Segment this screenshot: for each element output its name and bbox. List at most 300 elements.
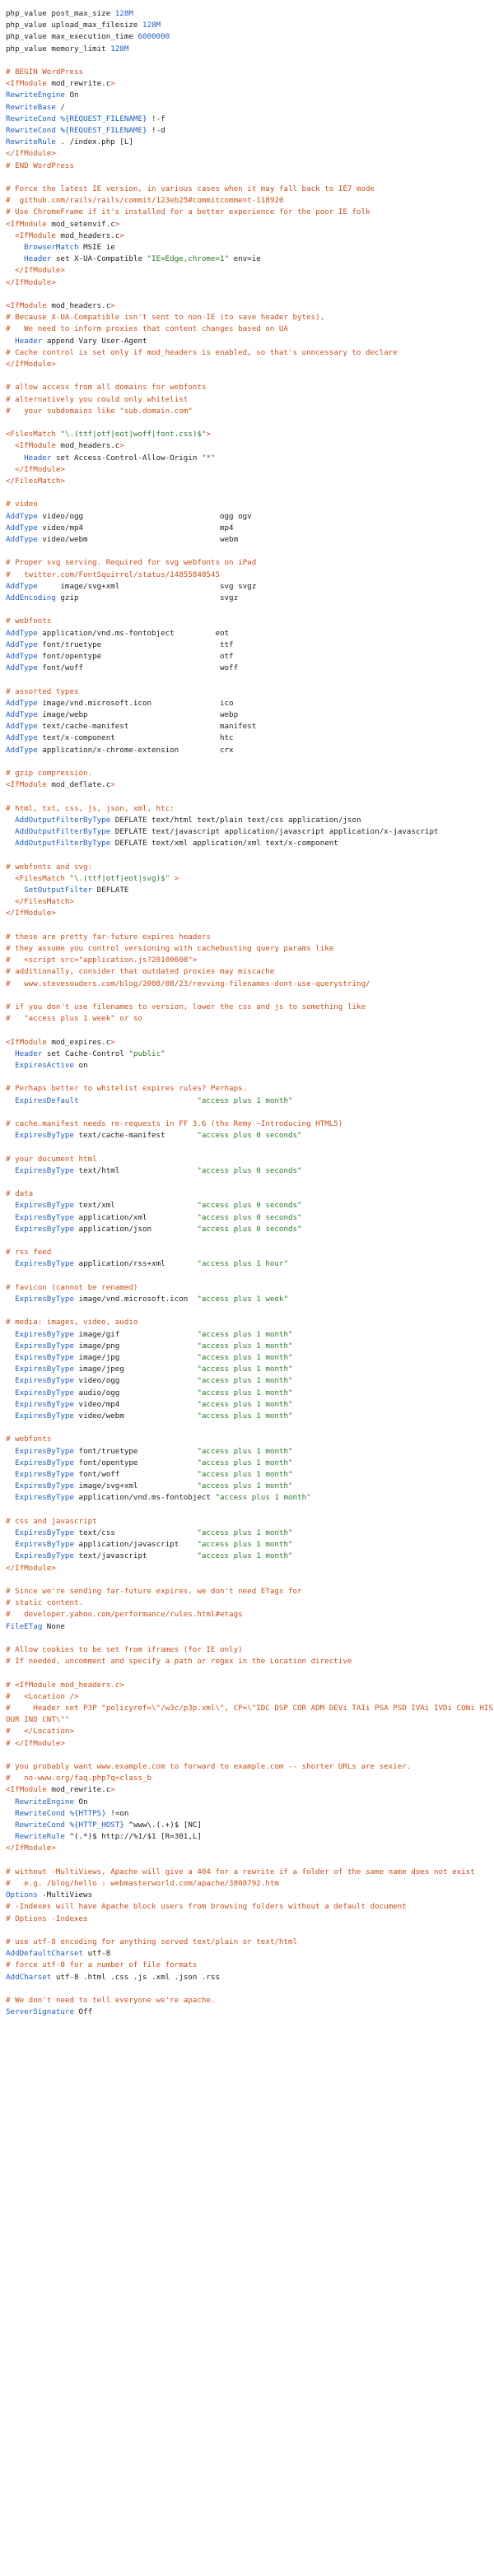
code-token-keyword: AddType xyxy=(6,710,38,720)
code-line xyxy=(6,732,494,744)
code-token-plain: image/gif xyxy=(74,1329,198,1339)
code-line xyxy=(6,1831,494,1843)
code-token-keyword: Header xyxy=(15,336,43,346)
code-token-plain: audio/ogg xyxy=(74,1388,198,1397)
code-line xyxy=(6,1691,494,1703)
code-token-plain: !=on xyxy=(105,1808,129,1818)
code-token-comment: # alternatively you could only whitelist xyxy=(6,394,189,404)
code-token-plain: mod_rewrite.c xyxy=(46,1785,111,1795)
code-line xyxy=(6,1901,494,1913)
code-token-comment: # cache.manifest needs re-requests in FF 3.6 (thx Remy ~Introducing HTML5) xyxy=(6,1119,343,1129)
code-token-keyword: AddType xyxy=(6,652,38,662)
code-line xyxy=(6,628,494,639)
code-token-keyword: AddType xyxy=(6,733,38,743)
code-line xyxy=(6,253,494,265)
code-token-plain: mod_setenvif.c xyxy=(46,219,115,229)
code-line xyxy=(6,966,494,978)
code-line xyxy=(6,31,494,43)
code-token-plain: text/cache-manifest xyxy=(74,1131,198,1141)
code-token-comment: # css and javascript xyxy=(6,1516,97,1526)
code-token-plain: ^(.*)$ http://%1/$1 [R=301,L] xyxy=(64,1832,202,1842)
code-line xyxy=(6,1388,494,1399)
code-line xyxy=(6,1458,494,1469)
code-line xyxy=(6,1925,494,1937)
code-token-plain: mod_deflate.c xyxy=(46,780,111,790)
code-token-comment: # webfonts and svg: xyxy=(6,862,93,872)
code-token-plain: text/cache-manifest manifest xyxy=(37,722,257,732)
code-line xyxy=(6,102,494,114)
code-token-keyword: ExpiresByType xyxy=(15,1470,74,1480)
code-token-plain: text/x-component htc xyxy=(37,733,234,743)
code-line xyxy=(6,826,494,838)
code-token-comment: # these are pretty far-future expires headers xyxy=(6,932,211,942)
code-line xyxy=(6,8,494,20)
code-token-comment: # rss feed xyxy=(6,1248,52,1258)
code-token-plain xyxy=(6,453,24,463)
code-token-tag: </IfModule> xyxy=(6,360,56,370)
code-token-plain: Off xyxy=(73,2007,93,2017)
code-token-plain: application/javascript xyxy=(74,1540,198,1550)
code-line xyxy=(6,511,494,523)
code-token-plain xyxy=(6,1809,15,1818)
code-token-comment: # media: images, video, audio xyxy=(6,1318,138,1328)
code-token-string: "IE=Edge,chrome=1" xyxy=(147,254,230,264)
code-token-comment: # If needed, uncomment and specify a path or regex in the Location directive xyxy=(6,1657,352,1667)
code-token-comment: # they assume you control versioning with cachebusting query params like xyxy=(6,944,334,954)
code-line xyxy=(6,1271,494,1282)
code-token-string: "\.(ttf|otf|eot|svg)$" xyxy=(69,873,170,883)
code-token-keyword: ExpiresByType xyxy=(15,1376,74,1386)
code-token-plain: utf-8 .html .css .js .xml .json .rss xyxy=(51,1972,220,1982)
code-token-comment: # twitter.com/FontSquirrel/status/14855840545 xyxy=(6,570,220,579)
code-line xyxy=(6,815,494,826)
code-token-string: "access plus 1 month" xyxy=(197,1411,293,1421)
code-line xyxy=(6,1375,494,1387)
code-token-tag: > xyxy=(110,780,115,790)
code-token-string: "access plus 0 seconds" xyxy=(197,1131,302,1141)
code-token-plain xyxy=(6,1528,15,1537)
code-token-plain: utf-8 xyxy=(83,1949,111,1959)
code-token-plain xyxy=(6,465,15,474)
code-token-plain: ^www\.(.+)$ [NC] xyxy=(124,1820,202,1830)
code-token-string: "access plus 1 month" xyxy=(197,1551,293,1561)
code-token-comment: # use utf-8 encoding for anything served text/plain or text/html xyxy=(6,1937,298,1947)
code-token-keyword: AddType xyxy=(6,698,38,708)
code-line xyxy=(6,1633,494,1644)
code-line xyxy=(6,67,494,78)
code-token-plain xyxy=(6,1061,15,1070)
code-token-plain: set Access-Control-Allow-Origin xyxy=(51,453,202,463)
code-token-plain xyxy=(6,897,15,906)
code-token-tag: <FilesMatch xyxy=(15,873,65,883)
code-token-plain: php_value max_execution_time xyxy=(6,32,138,42)
code-token-number: 6000000 xyxy=(137,32,170,42)
code-token-plain: video/mp4 mp4 xyxy=(37,523,234,532)
code-token-plain: DEFLATE text/html text/plain text/css application/json xyxy=(110,815,361,825)
code-token-plain xyxy=(6,243,24,252)
code-token-keyword: AddType xyxy=(6,581,38,591)
code-token-keyword: Header xyxy=(24,254,52,264)
code-token-string: "access plus 1 month" xyxy=(197,1446,293,1456)
code-token-plain: gzip svgz xyxy=(55,593,239,603)
code-token-keyword: AddOutputFilterByType xyxy=(15,839,111,849)
code-line xyxy=(6,1574,494,1586)
code-token-keyword: RewriteCond xyxy=(15,1820,65,1830)
code-token-string: "access plus 0 seconds" xyxy=(197,1165,302,1175)
code-token-plain: image/jpg xyxy=(74,1353,198,1363)
code-token-plain xyxy=(6,254,24,263)
code-token-keyword: ExpiresByType xyxy=(15,1295,74,1304)
code-token-plain: image/png xyxy=(74,1341,198,1351)
code-token-number: 128M xyxy=(142,21,161,30)
code-line xyxy=(6,55,494,67)
code-line xyxy=(6,1551,494,1562)
code-line xyxy=(6,1597,494,1609)
code-token-keyword: AddType xyxy=(6,523,38,532)
code-token-keyword: ExpiresActive xyxy=(15,1061,74,1071)
code-token-tag: > xyxy=(110,301,115,311)
code-token-keyword: RewriteEngine xyxy=(15,1797,74,1806)
code-token-comment: # Because X-UA-Compatible isn't sent to non-IE (to save header bytes), xyxy=(6,313,325,323)
code-token-comment: # github.com/rails/rails/commit/123eb25#commitcomment-118920 xyxy=(6,196,284,206)
code-line xyxy=(6,791,494,802)
code-token-tag: > xyxy=(206,430,211,439)
code-token-tag: > xyxy=(174,873,179,883)
code-token-plain: / xyxy=(55,102,65,112)
code-line xyxy=(6,406,494,417)
code-token-plain xyxy=(6,1049,15,1058)
code-token-plain: font/truetype xyxy=(74,1446,198,1456)
code-token-plain: DEFLATE xyxy=(92,886,129,895)
code-token-keyword: RewriteRule xyxy=(15,1832,65,1842)
code-token-plain: text/xml xyxy=(74,1201,198,1211)
code-token-string: "access plus 1 month" xyxy=(197,1353,293,1363)
code-line xyxy=(6,453,494,464)
code-token-keyword: ExpiresByType xyxy=(15,1528,74,1538)
code-token-comment: # Since we're sending far-future expires, we don't need ETags for xyxy=(6,1587,302,1597)
code-token-tag: > xyxy=(110,1037,115,1047)
code-line xyxy=(6,1621,494,1633)
code-token-string: "access plus 1 hour" xyxy=(197,1259,288,1269)
code-line xyxy=(6,932,494,943)
code-line xyxy=(6,768,494,779)
code-token-comment: # video xyxy=(6,500,38,509)
code-token-keyword: AddDefaultCharset xyxy=(6,1949,84,1959)
code-token-string: "access plus 1 month" xyxy=(197,1341,293,1351)
code-line xyxy=(6,1037,494,1049)
code-token-comment: # if you don't use filenames to version, lower the css and js to something like xyxy=(6,1002,366,1012)
code-line xyxy=(6,440,494,452)
code-line xyxy=(6,1890,494,1901)
code-token-keyword: %{HTTPS} xyxy=(69,1808,106,1818)
code-line xyxy=(6,1738,494,1750)
code-token-keyword: ExpiresByType xyxy=(15,1353,74,1363)
code-token-keyword: ExpiresByType xyxy=(15,1201,74,1211)
code-token-plain xyxy=(6,1341,15,1351)
code-line xyxy=(6,172,494,184)
code-token-comment: # </Location> xyxy=(6,1727,74,1737)
code-token-plain: font/woff woff xyxy=(37,663,239,673)
code-line xyxy=(6,1726,494,1737)
code-token-comment: # </IfModule> xyxy=(6,1738,65,1748)
code-token-plain: video/webm xyxy=(74,1411,198,1421)
code-token-keyword: RewriteCond xyxy=(6,114,56,123)
code-line xyxy=(6,1820,494,1831)
code-token-comment: # <script src="application.js?20100608"> xyxy=(6,956,198,965)
code-token-plain: mod_headers.c xyxy=(46,301,111,311)
code-token-keyword: AddType xyxy=(6,628,38,638)
code-token-comment: # static content. xyxy=(6,1598,84,1608)
code-line xyxy=(6,651,494,663)
code-line xyxy=(6,674,494,686)
code-token-plain: text/javascript xyxy=(74,1551,198,1561)
code-line xyxy=(6,709,494,721)
code-line xyxy=(6,265,494,277)
code-line xyxy=(6,1154,494,1165)
code-token-string: "access plus 1 month" xyxy=(197,1365,293,1374)
code-token-plain: append Vary User-Agent xyxy=(42,336,147,346)
code-token-keyword: %{HTTP_HOST} xyxy=(69,1820,124,1830)
code-token-plain: On xyxy=(74,1797,88,1806)
code-token-plain: php_value memory_limit xyxy=(6,44,111,53)
code-line xyxy=(6,464,494,476)
code-token-plain: set X-UA-Compatible xyxy=(51,254,147,264)
code-line xyxy=(6,570,494,581)
code-token-plain: video/ogg ogg ogv xyxy=(37,511,252,521)
code-token-plain xyxy=(6,1481,15,1490)
code-line xyxy=(6,148,494,160)
code-token-tag: </IfModule> xyxy=(6,1844,56,1853)
code-token-string: "\.(ttf|otf|eot|woff|font.css)$" xyxy=(60,430,207,439)
code-line xyxy=(6,1341,494,1352)
code-line xyxy=(6,1469,494,1481)
code-line xyxy=(6,885,494,896)
code-line xyxy=(6,114,494,125)
code-token-tag: > xyxy=(119,441,124,451)
code-token-comment: # We don't need to tell everyone we're apache. xyxy=(6,1996,216,2006)
code-token-plain xyxy=(6,816,15,825)
code-token-tag: </FilesMatch> xyxy=(6,477,65,486)
code-token-plain: !-d xyxy=(147,126,165,136)
code-token-plain xyxy=(6,231,15,240)
code-line xyxy=(6,184,494,195)
code-token-plain xyxy=(6,1213,15,1222)
code-line xyxy=(6,1937,494,1948)
code-token-plain: php_value upload_max_filesize xyxy=(6,21,142,30)
code-token-tag: > xyxy=(110,79,115,89)
code-token-keyword: ExpiresByType xyxy=(15,1411,74,1421)
code-line xyxy=(6,1411,494,1422)
code-line xyxy=(6,1656,494,1667)
code-token-plain: font/opentype xyxy=(74,1458,198,1467)
code-token-plain xyxy=(6,1295,15,1304)
code-token-plain: text/css xyxy=(74,1528,198,1538)
code-line xyxy=(6,1481,494,1492)
code-line xyxy=(6,721,494,732)
code-line xyxy=(6,370,494,382)
code-line xyxy=(6,1212,494,1224)
code-token-plain: font/opentype otf xyxy=(37,652,234,662)
code-line xyxy=(6,1960,494,1971)
code-line xyxy=(6,1107,494,1118)
code-line xyxy=(6,1784,494,1796)
code-line xyxy=(6,1294,494,1305)
code-token-string: "access plus 1 month" xyxy=(215,1493,311,1503)
code-line xyxy=(6,1750,494,1761)
code-token-plain xyxy=(6,1458,15,1467)
code-token-comment: # BEGIN WordPress xyxy=(6,67,84,77)
code-token-plain xyxy=(6,441,15,450)
code-token-tag: </IfModule> xyxy=(6,909,56,918)
code-line xyxy=(6,1118,494,1130)
code-token-plain: image/vnd.microsoft.icon xyxy=(74,1295,198,1304)
code-token-plain: None xyxy=(42,1621,65,1631)
code-token-plain xyxy=(6,1376,15,1385)
code-token-plain: php_value post_max_size xyxy=(6,9,115,18)
code-line xyxy=(6,20,494,31)
code-line xyxy=(6,1142,494,1153)
code-line xyxy=(6,862,494,873)
code-token-plain: mod_expires.c xyxy=(46,1037,111,1047)
code-token-comment: # Perhaps better to whitelist expires rules? Perhaps. xyxy=(6,1084,248,1094)
code-token-tag: <FilesMatch xyxy=(6,430,56,439)
code-token-tag: </FilesMatch> xyxy=(15,897,74,907)
code-line xyxy=(6,1539,494,1551)
code-token-comment: # your subdomains like "sub.domain.com" xyxy=(6,406,193,416)
code-token-plain: on xyxy=(74,1061,88,1071)
code-line xyxy=(6,1317,494,1328)
code-line xyxy=(6,1703,494,1726)
code-line xyxy=(6,78,494,90)
code-line xyxy=(6,359,494,370)
code-token-keyword: RewriteBase xyxy=(6,102,56,112)
code-token-plain: set Cache-Control xyxy=(42,1049,129,1058)
code-line xyxy=(6,44,494,55)
code-line xyxy=(6,1200,494,1211)
code-line xyxy=(6,429,494,440)
code-token-number: 128M xyxy=(110,44,129,53)
code-token-plain xyxy=(6,1330,15,1339)
code-token-plain: DEFLATE text/xml application/xml text/x-component xyxy=(110,839,338,849)
code-token-keyword: ExpiresByType xyxy=(15,1540,74,1550)
code-token-plain: font/truetype ttf xyxy=(37,639,234,649)
code-line xyxy=(6,1282,494,1294)
code-token-string: "access plus 1 month" xyxy=(197,1481,293,1491)
code-line xyxy=(6,1586,494,1597)
code-token-plain: mod_headers.c xyxy=(55,441,120,451)
code-token-comment: # Force the latest IE version, in various cases when it may fall back to IE7 mode xyxy=(6,184,375,194)
code-line xyxy=(6,1235,494,1247)
code-line xyxy=(6,230,494,242)
code-token-comment: # without -MultiViews, Apache will give a 404 for a rewrite if a folder of the same name does not exist xyxy=(6,1867,475,1876)
code-token-comment: # developer.yahoo.com/performance/rules.html#etags xyxy=(6,1610,243,1620)
code-token-plain xyxy=(6,266,15,275)
code-token-plain xyxy=(6,1470,15,1479)
code-token-comment: # Header set P3P "policyref=\"/w3c/p3p.xml\", CP=\"IDC DSP COR ADM DEVi TAIi PSA PSD IVAi IVDi CONi HIS OUR IND CNT\"" xyxy=(6,1704,493,1725)
code-token-plain xyxy=(6,337,15,346)
code-line xyxy=(6,1808,494,1820)
code-line xyxy=(6,1258,494,1270)
code-line xyxy=(6,534,494,546)
code-line xyxy=(6,686,494,698)
code-token-comment: # allow access from all domains for webfonts xyxy=(6,383,207,393)
code-token-plain: DEFLATE text/javascript application/javascript application/x-javascript xyxy=(110,827,439,837)
code-token-string: "access plus 1 month" xyxy=(197,1470,293,1480)
code-line xyxy=(6,1680,494,1691)
code-line xyxy=(6,1422,494,1434)
code-line xyxy=(6,219,494,230)
code-token-keyword: BrowserMatch xyxy=(24,243,79,253)
code-token-keyword: ExpiresByType xyxy=(15,1399,74,1409)
code-token-plain xyxy=(79,1096,198,1105)
code-token-plain: text/html xyxy=(74,1165,198,1175)
code-line xyxy=(6,1855,494,1867)
code-token-plain: application/json xyxy=(74,1224,198,1234)
code-token-tag: </IfModule> xyxy=(6,149,56,159)
code-token-keyword: ExpiresByType xyxy=(15,1481,74,1491)
code-token-string: "access plus 1 month" xyxy=(197,1528,293,1538)
code-line xyxy=(6,849,494,861)
code-line xyxy=(6,920,494,932)
code-token-tag: </IfModule> xyxy=(6,277,56,287)
code-token-keyword: AddType xyxy=(6,722,38,732)
code-token-string: "access plus 1 month" xyxy=(197,1540,293,1550)
code-line xyxy=(6,979,494,990)
code-line xyxy=(6,1434,494,1445)
code-token-keyword: SetOutputFilter xyxy=(24,886,93,895)
code-line xyxy=(6,838,494,849)
code-token-comment: # www.stevesouders.com/blog/2008/08/23/revving-filenames-dont-use-querystring/ xyxy=(6,979,370,988)
code-line xyxy=(6,382,494,393)
code-token-plain: mod_rewrite.c xyxy=(46,79,111,89)
code-line xyxy=(6,2006,494,2018)
code-token-string: "access plus 1 month" xyxy=(197,1095,293,1105)
code-token-plain: On xyxy=(64,91,79,100)
code-token-string: "access plus 1 month" xyxy=(197,1329,293,1339)
code-token-keyword: AddType xyxy=(6,511,38,521)
code-token-comment: # e.g. /blog/hello : webmasterworld.com/apache/3808792.htm xyxy=(6,1879,279,1889)
code-token-keyword: ExpiresByType xyxy=(15,1493,74,1503)
code-token-tag: <IfModule xyxy=(15,441,56,451)
code-line xyxy=(6,242,494,253)
code-line xyxy=(6,1188,494,1200)
code-line xyxy=(6,1516,494,1527)
code-token-tag: <IfModule xyxy=(6,780,47,790)
code-token-keyword: %{REQUEST_FILENAME} xyxy=(60,126,147,136)
code-token-string: "access plus 0 seconds" xyxy=(197,1224,302,1234)
code-line xyxy=(6,1083,494,1095)
code-token-number: 128M xyxy=(114,9,133,18)
code-token-keyword: RewriteEngine xyxy=(6,91,65,100)
code-line xyxy=(6,745,494,756)
code-line xyxy=(6,499,494,510)
code-token-plain: image/vnd.microsoft.icon ico xyxy=(37,698,234,708)
code-token-comment: # favicon (cannot be renamed) xyxy=(6,1282,138,1292)
code-token-plain: MSIE ie xyxy=(78,243,115,253)
code-token-plain: image/webp webp xyxy=(37,710,239,720)
code-token-keyword: ExpiresByType xyxy=(15,1131,74,1141)
code-line xyxy=(6,1352,494,1364)
code-line xyxy=(6,1224,494,1235)
code-line xyxy=(6,207,494,218)
code-line xyxy=(6,195,494,207)
code-token-keyword: Options xyxy=(6,1890,38,1900)
code-line xyxy=(6,1913,494,1925)
code-token-plain: image/svg+xml svg svgz xyxy=(37,581,257,591)
code-token-keyword: ExpiresDefault xyxy=(15,1095,79,1105)
code-token-tag: </IfModule> xyxy=(15,266,65,276)
code-token-plain xyxy=(6,874,15,883)
